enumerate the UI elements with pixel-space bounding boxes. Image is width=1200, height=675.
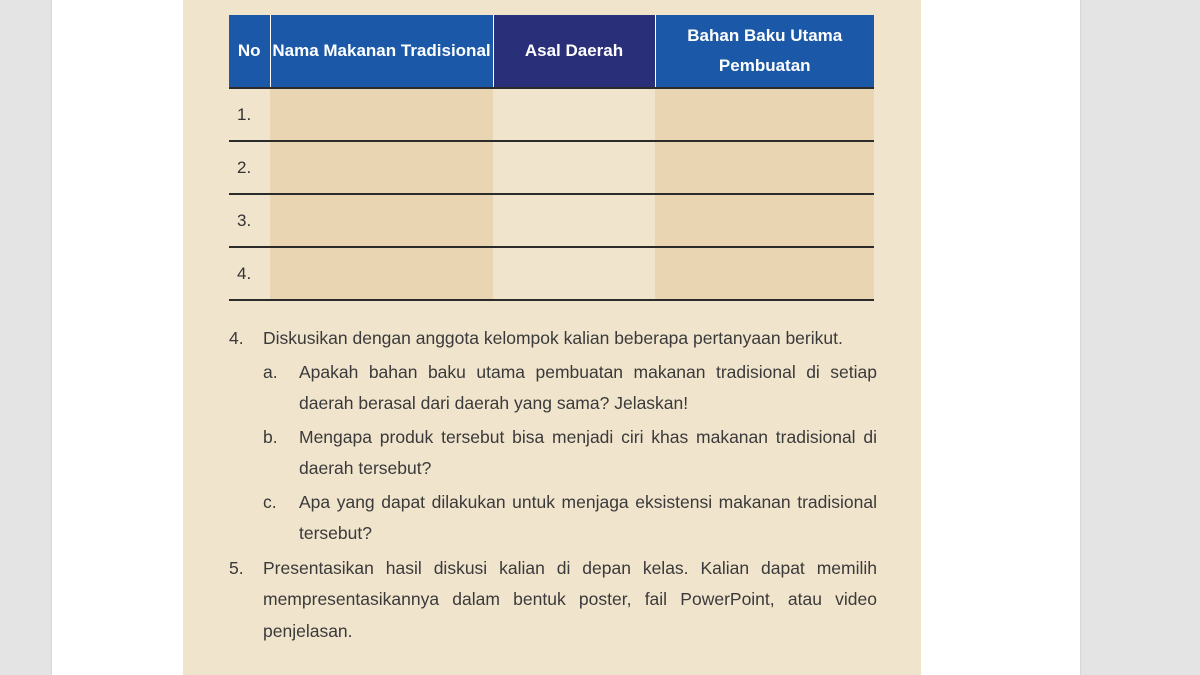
header-no: No xyxy=(229,15,270,88)
sub-item-letter: a. xyxy=(263,361,278,382)
food-name-cell[interactable] xyxy=(270,247,493,300)
sub-item-text: Apakah bahan baku utama pembuatan makanan tradisional di setiap daerah berasal dari daerah yang sama? Jelaskan! xyxy=(299,361,877,413)
row-number: 2. xyxy=(229,141,270,194)
origin-cell[interactable] xyxy=(493,194,655,247)
food-name-cell[interactable] xyxy=(270,88,493,141)
table-row xyxy=(229,88,874,141)
ingredient-cell[interactable] xyxy=(655,141,874,194)
header-origin: Asal Daerah xyxy=(493,15,655,88)
sub-item-a xyxy=(263,357,877,420)
row-number: 3. xyxy=(229,194,270,247)
table-row xyxy=(229,194,874,247)
sub-item-c xyxy=(263,487,877,550)
ingredient-cell[interactable] xyxy=(655,194,874,247)
row-number: 1. xyxy=(229,88,270,141)
instruction-list xyxy=(229,323,877,647)
origin-cell[interactable] xyxy=(493,88,655,141)
origin-cell[interactable] xyxy=(493,141,655,194)
food-name-cell[interactable] xyxy=(270,194,493,247)
header-main-ingredient: Bahan Baku Utama Pembuatan xyxy=(655,15,874,88)
item-number: 4. xyxy=(229,328,244,348)
food-name-cell[interactable] xyxy=(270,141,493,194)
table-row xyxy=(229,141,874,194)
sub-item-text: Apa yang dapat dilakukan untuk menjaga eksistensi makanan tradisional tersebut? xyxy=(299,491,877,543)
sub-item-letter: b. xyxy=(263,426,278,447)
list-item-5 xyxy=(229,553,877,648)
item-number: 5. xyxy=(229,557,244,578)
origin-cell[interactable] xyxy=(493,247,655,300)
ingredient-cell[interactable] xyxy=(655,247,874,300)
traditional-food-table xyxy=(229,15,874,301)
list-item-4 xyxy=(229,323,877,355)
item-text: Presentasikan hasil diskusi kalian di depan kelas. Kalian dapat memilih mempresentasikannya dalam bentuk poster, fail PowerPoint, atau video penjelasan. xyxy=(263,557,877,641)
header-food-name: Nama Makanan Tradisional xyxy=(270,15,493,88)
table-header-row xyxy=(229,15,874,88)
item-text: Diskusikan dengan anggota kelompok kalian beberapa pertanyaan berikut. xyxy=(263,328,843,348)
sub-item-text: Mengapa produk tersebut bisa menjadi ciri khas makanan tradisional di daerah tersebut? xyxy=(299,426,877,478)
sub-item-letter: c. xyxy=(263,491,277,512)
ingredient-cell[interactable] xyxy=(655,88,874,141)
sub-item-b xyxy=(263,422,877,485)
row-number: 4. xyxy=(229,247,270,300)
table-row xyxy=(229,247,874,300)
